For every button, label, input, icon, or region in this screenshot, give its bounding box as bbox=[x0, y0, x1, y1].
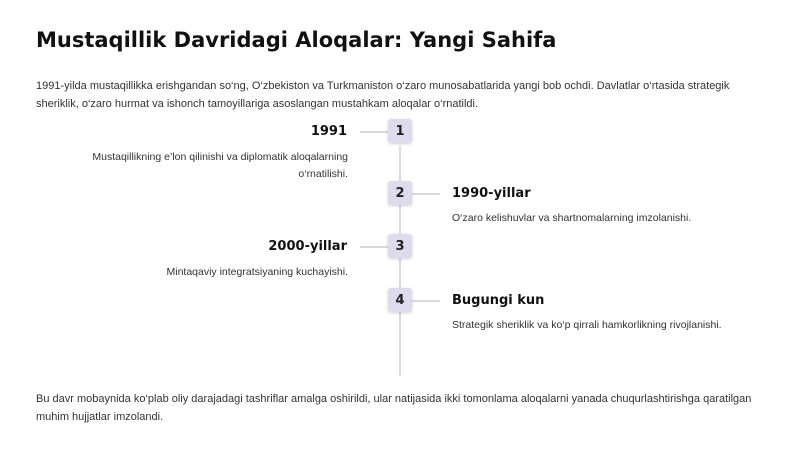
page-title: Mustaqillik Davridagi Aloqalar: Yangi Sahifa bbox=[36, 28, 557, 52]
timeline-connector bbox=[360, 131, 388, 133]
timeline-year-2: 1990-yillar bbox=[452, 186, 531, 201]
closing-paragraph: Bu davr mobaynida ko‘plab oliy darajadagi tashriflar amalga oshirildi, ular natijasida ikki tomonlama aloqalarni yanada chuqurlashtirishga qaratilgan muhim hujjatlar imzolandi. bbox=[36, 393, 752, 423]
timeline-year-3: 2000-yillar bbox=[268, 239, 347, 254]
timeline-desc-3: Mintaqaviy integratsiyaning kuchayishi. bbox=[166, 266, 348, 278]
timeline-node-1: 1 bbox=[388, 119, 412, 143]
timeline-node-3: 3 bbox=[388, 234, 412, 258]
timeline-year-4: Bugungi kun bbox=[452, 293, 545, 308]
timeline-node-2: 2 bbox=[388, 181, 412, 205]
timeline-desc-4: Strategik sheriklik va ko‘p qirrali hamkorlikning rivojlanishi. bbox=[452, 319, 722, 331]
timeline-desc-2: O‘zaro kelishuvlar va shartnomalarning imzolanishi. bbox=[452, 212, 692, 224]
timeline-connector bbox=[412, 300, 440, 302]
intro-paragraph: 1991-yilda mustaqillikka erishgandan so‘ng, O‘zbekiston va Turkmaniston o‘zaro munosabatlarida yangi bob ochdi. Davlatlar o‘rtasida strategik sheriklik, o‘zaro hurmat va ishonch tamoyillariga asoslangan mustahkam aloqalar o‘rnatildi. bbox=[36, 80, 730, 110]
timeline-connector bbox=[360, 246, 388, 248]
timeline-year-1: 1991 bbox=[310, 124, 347, 139]
timeline-desc-1: Mustaqillikning e’lon qilinishi va diplomatik aloqalarning o‘rnatilishi. bbox=[92, 151, 348, 180]
timeline-connector bbox=[412, 193, 440, 195]
timeline-node-4: 4 bbox=[388, 288, 412, 312]
